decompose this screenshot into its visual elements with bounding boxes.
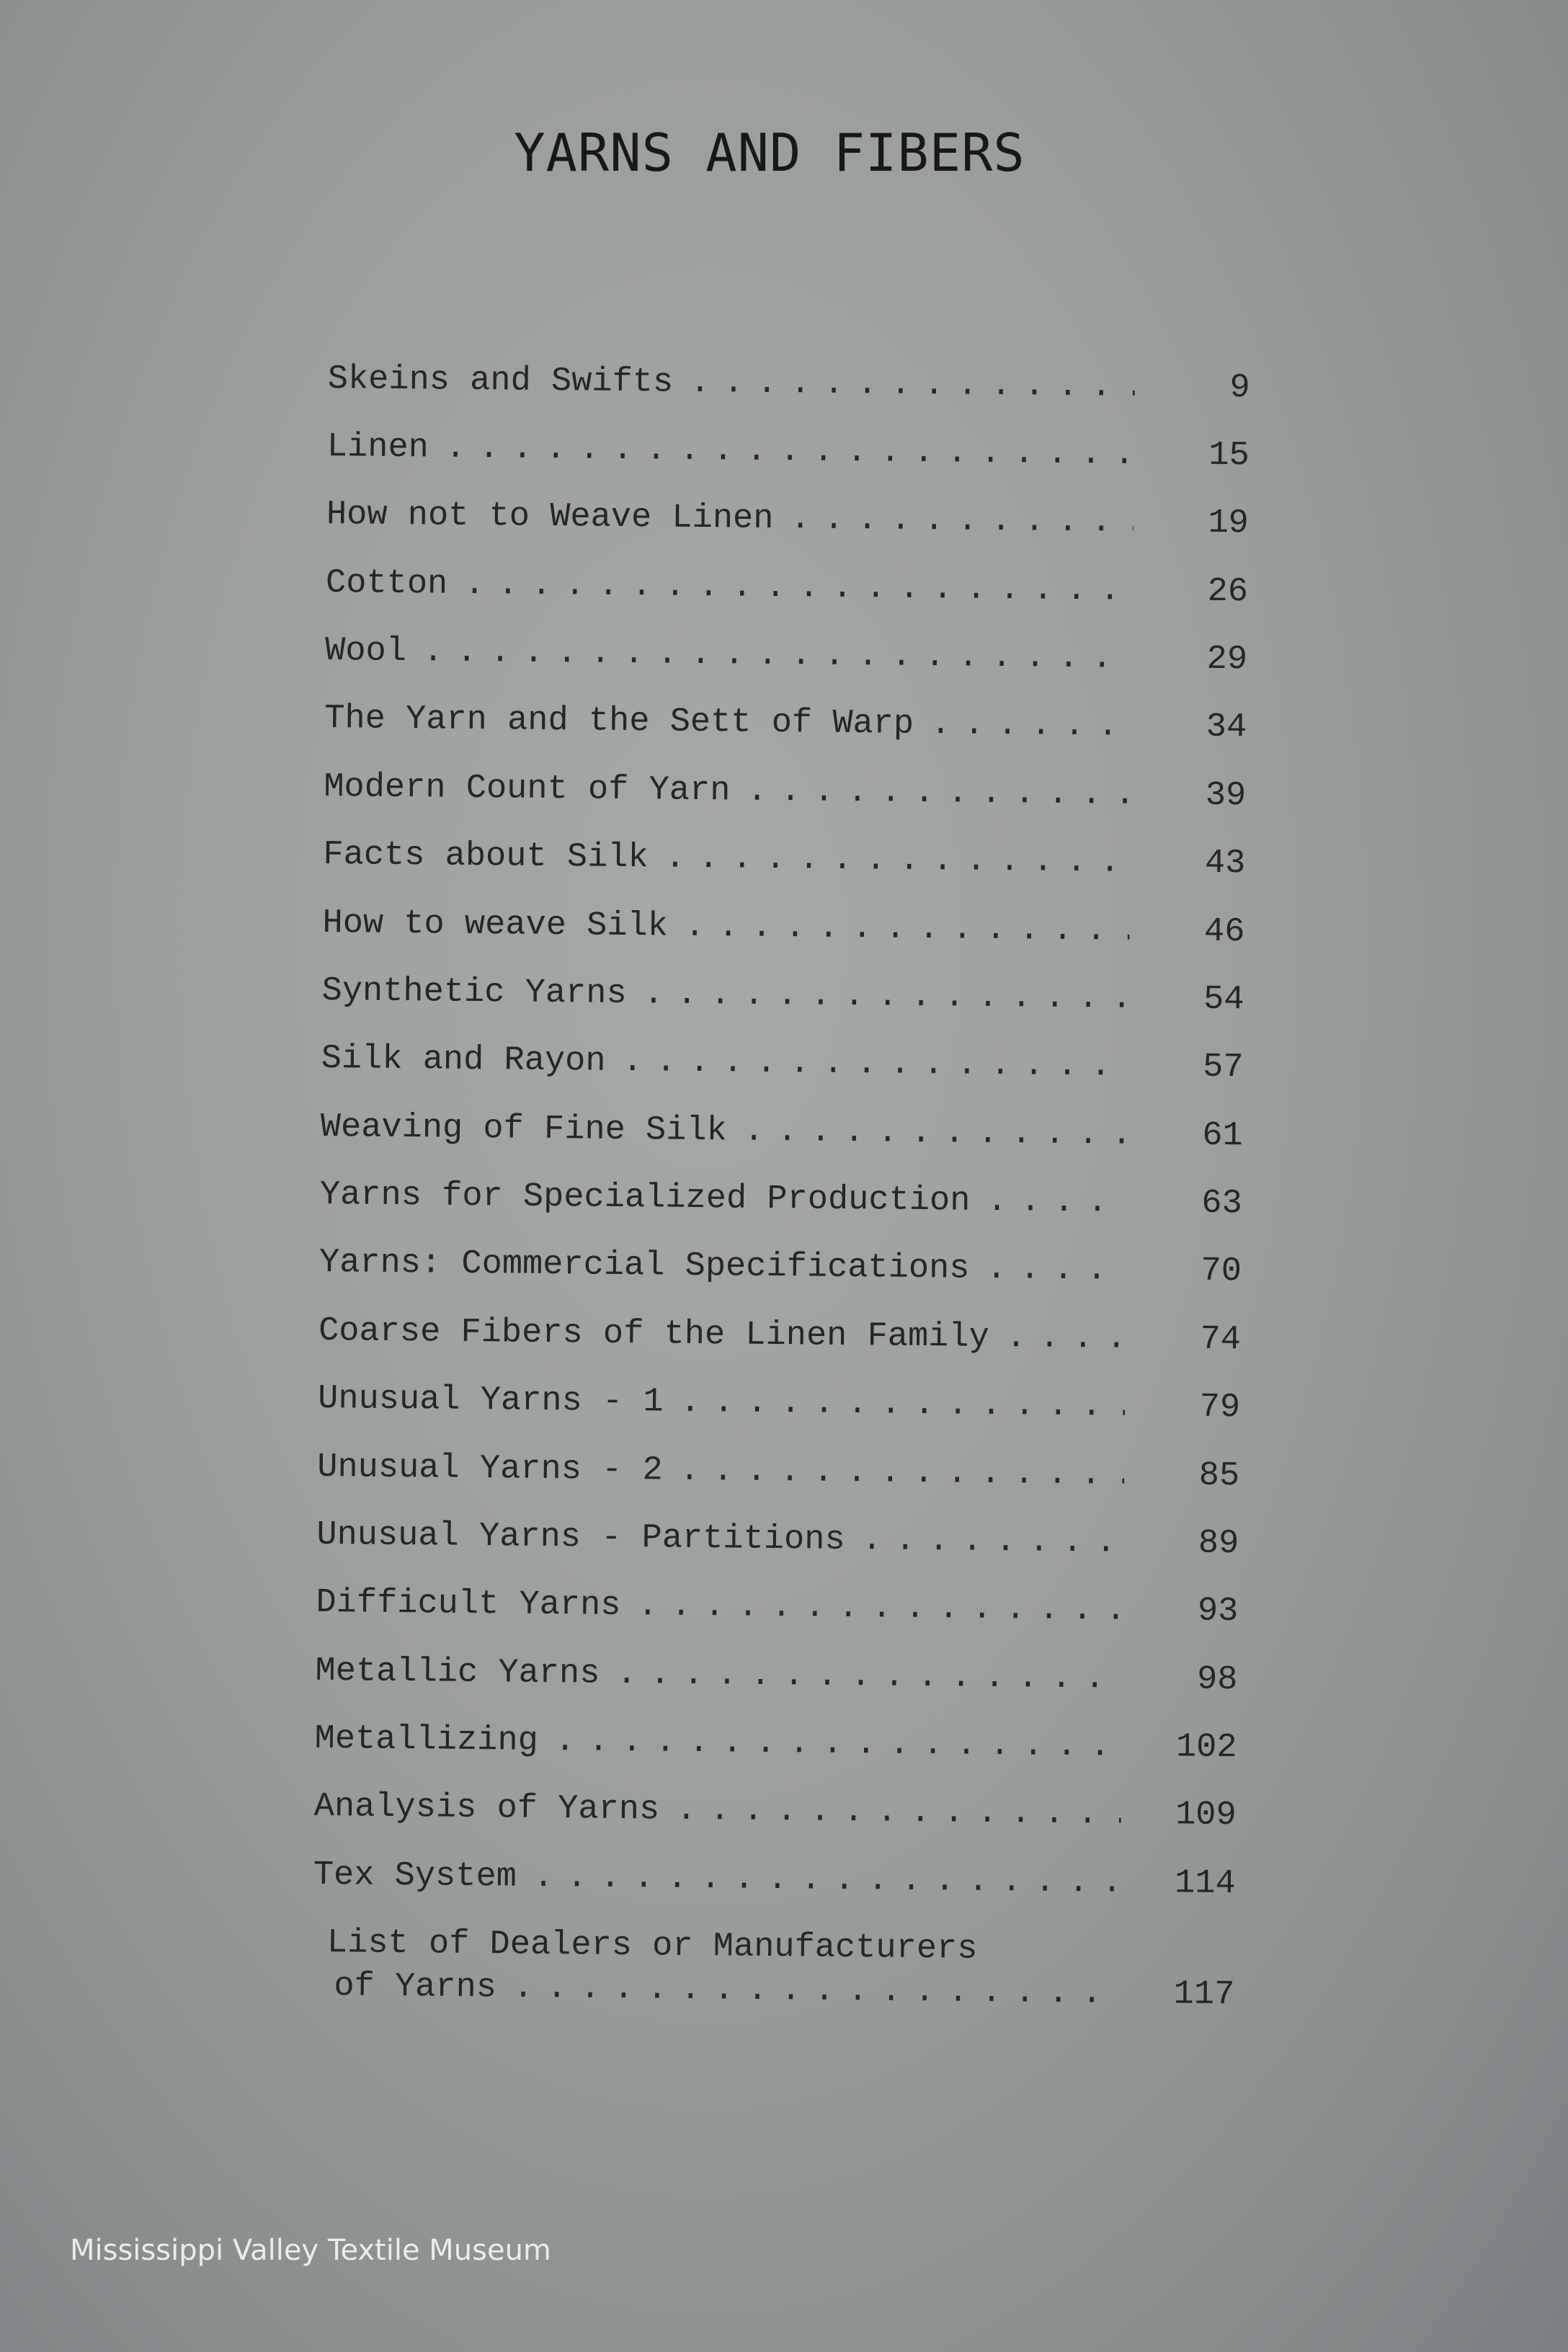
- toc-page-number: 98: [1196, 1660, 1238, 1700]
- toc-entry-title: Unusual Yarns - Partitions . . .: [316, 1516, 1123, 1562]
- toc-entry: [324, 768, 1247, 827]
- toc-page-number: 102: [1175, 1728, 1237, 1768]
- toc-entry-title-line2: of Yarns . . .: [334, 1967, 1119, 2013]
- toc-page-number: 46: [1203, 912, 1245, 952]
- toc-entry: [312, 1924, 1235, 2034]
- toc-entry: [326, 564, 1249, 623]
- toc-entry-title: Metallic Yarns . . .: [315, 1652, 1122, 1698]
- toc-entry-title: Tex System . . .: [313, 1856, 1121, 1902]
- toc-entry-title: Coarse Fibers of the Linen Family . . .: [318, 1312, 1126, 1358]
- toc-entry: [318, 1380, 1241, 1439]
- toc-page-number: 34: [1206, 708, 1247, 747]
- toc-entry: [319, 1244, 1242, 1303]
- toc-entry: [316, 1584, 1239, 1643]
- toc-entry: [322, 904, 1245, 963]
- toc-page-number: 93: [1197, 1592, 1239, 1631]
- toc-entry-title: Analysis of Yarns . . .: [313, 1788, 1121, 1834]
- toc-page-number: 15: [1208, 436, 1250, 476]
- toc-page-number: 57: [1202, 1048, 1244, 1087]
- toc-entry-title: Difficult Yarns . . .: [316, 1584, 1123, 1630]
- toc-page-number: 9: [1229, 369, 1250, 408]
- toc-page-number: 79: [1199, 1388, 1241, 1427]
- toc-entry: [319, 1176, 1242, 1235]
- toc-page-number: 74: [1200, 1320, 1242, 1360]
- toc-entry-title-line1: List of Dealers or Manufacturers: [326, 1924, 978, 1969]
- toc-entry-title: Facts about Silk . . .: [323, 836, 1130, 882]
- toc-entry-title: Skeins and Swifts . . .: [327, 360, 1134, 406]
- toc-entry: [316, 1516, 1239, 1575]
- toc-entry-title: Yarns: Commercial Specifications . . .: [319, 1244, 1126, 1290]
- toc-page-number: 70: [1200, 1252, 1242, 1291]
- toc-entry-title: Linen . . .: [327, 428, 1134, 474]
- toc-entry-title: Yarns for Specialized Production . . .: [320, 1176, 1127, 1222]
- toc-page-number: 54: [1203, 980, 1244, 1020]
- toc-entry: [321, 972, 1244, 1031]
- toc-entry-title: Unusual Yarns - 2 . . .: [317, 1448, 1124, 1494]
- toc-page-number: 43: [1204, 844, 1246, 883]
- toc-entry-title: Unusual Yarns - 1 . . .: [318, 1380, 1125, 1426]
- toc-entry: [323, 836, 1246, 895]
- toc-page-number: 19: [1208, 504, 1250, 543]
- toc-entry: [324, 700, 1247, 759]
- toc-entry: [315, 1652, 1238, 1711]
- toc-entry: [318, 1312, 1242, 1371]
- toc-entry: [320, 1108, 1243, 1167]
- toc-entry-title: Modern Count of Yarn . . .: [324, 768, 1131, 814]
- toc-entry-title: Cotton . . .: [326, 564, 1133, 610]
- toc-page-number: 61: [1202, 1116, 1243, 1156]
- museum-watermark: Mississippi Valley Textile Museum: [70, 2234, 551, 2267]
- table-of-contents: [313, 360, 1250, 2015]
- toc-page-number: 29: [1206, 640, 1248, 680]
- toc-entry-title: How to weave Silk . . .: [322, 904, 1129, 950]
- toc-entry-title: Metallizing . . .: [314, 1720, 1121, 1766]
- toc-entry-title: Synthetic Yarns . . .: [321, 972, 1128, 1018]
- toc-entry: [327, 360, 1250, 419]
- toc-page-number: 63: [1201, 1184, 1243, 1224]
- toc-entry-title: Silk and Rayon . . .: [321, 1040, 1128, 1086]
- toc-entry-title: How not to Weave Linen . . .: [326, 496, 1133, 542]
- page-title: YARNS AND FIBERS: [514, 122, 1025, 183]
- toc-entry: [326, 496, 1250, 555]
- toc-entry: [317, 1448, 1240, 1507]
- toc-entry-title: The Yarn and the Sett of Warp . . .: [324, 700, 1131, 746]
- toc-page-number: 89: [1198, 1524, 1239, 1564]
- toc-entry: [313, 1788, 1237, 1847]
- toc-entry-title: Weaving of Fine Silk . . .: [321, 1108, 1128, 1154]
- toc-page-number: 109: [1175, 1796, 1237, 1835]
- toc-entry: [313, 1856, 1236, 1915]
- toc-entry: [321, 1040, 1244, 1099]
- toc-page-number: 85: [1198, 1456, 1240, 1496]
- toc-page-number: 26: [1207, 572, 1249, 612]
- toc-page-number: 117: [1173, 1975, 1235, 2015]
- toc-page-number: 114: [1174, 1864, 1237, 1904]
- toc-entry: [325, 632, 1248, 691]
- toc-entry-title: Wool . . .: [325, 632, 1132, 678]
- toc-entry: [314, 1720, 1237, 1779]
- toc-page-number: 39: [1205, 776, 1247, 816]
- toc-entry: [326, 428, 1250, 487]
